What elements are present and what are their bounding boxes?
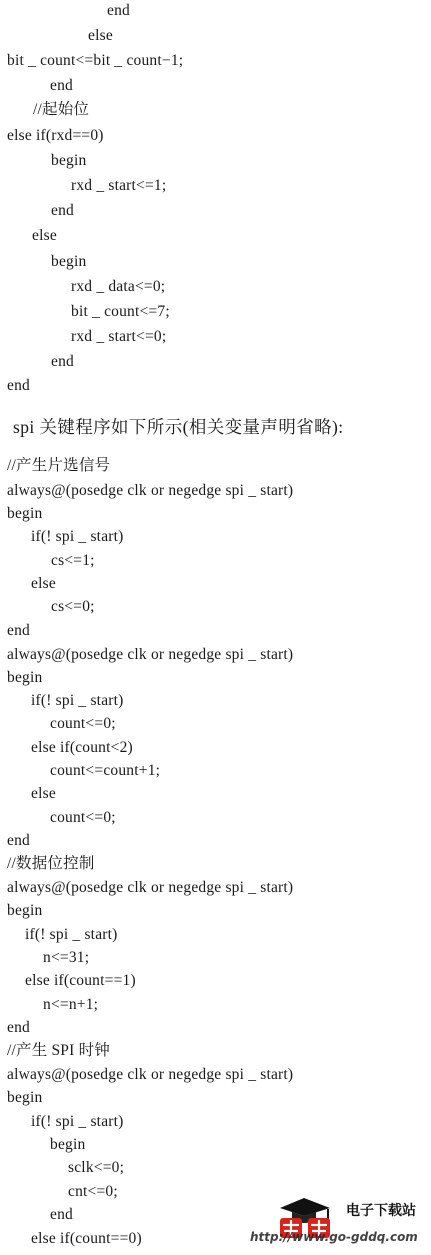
code-line: n<=n+1; — [43, 996, 99, 1013]
code-line: else — [88, 27, 113, 44]
code-line: else if(rxd==0) — [7, 127, 104, 144]
code-line: else if(count==0) — [31, 1230, 142, 1247]
code-line: bit _ count<=bit _ count−1; — [7, 52, 184, 69]
code-line: begin — [51, 152, 87, 169]
code-line: begin — [7, 669, 43, 686]
code-line: else if(count==1) — [25, 972, 136, 989]
code-line: begin — [7, 902, 43, 919]
code-line: always@(posedge clk or negedge spi _ start) — [7, 482, 294, 499]
code-comment: //产生片选信号 — [7, 457, 111, 474]
code-line: end — [7, 1019, 30, 1036]
code-line: sclk<=0; — [68, 1159, 125, 1176]
code-line: end — [50, 77, 73, 94]
code-line: end — [50, 1206, 73, 1223]
code-line: else if(count<2) — [31, 739, 133, 756]
code-line: count<=count+1; — [50, 762, 161, 779]
code-line: end — [51, 353, 74, 370]
code-line: else — [32, 227, 57, 244]
code-line: begin — [7, 1089, 43, 1106]
code-line: end — [7, 832, 30, 849]
code-line: end — [51, 202, 74, 219]
code-line: always@(posedge clk or negedge spi _ start) — [7, 1066, 294, 1083]
code-line: cs<=1; — [51, 552, 95, 569]
code-line: cnt<=0; — [68, 1183, 118, 1200]
code-line: always@(posedge clk or negedge spi _ start) — [7, 879, 294, 896]
code-line: rxd _ start<=1; — [71, 177, 167, 194]
code-line: n<=31; — [43, 949, 90, 966]
code-line: bit _ count<=7; — [71, 303, 170, 320]
code-line: always@(posedge clk or negedge spi _ start) — [7, 646, 294, 663]
code-line: rxd _ data<=0; — [71, 278, 166, 295]
code-line: begin — [51, 253, 87, 270]
section-heading: spi 关键程序如下所示(相关变量声明省略): — [13, 417, 344, 437]
code-line: begin — [50, 1136, 86, 1153]
code-comment: //起始位 — [33, 101, 90, 118]
code-line: rxd _ start<=0; — [71, 328, 167, 345]
code-line: if(! spi _ start) — [31, 528, 124, 545]
code-line: count<=0; — [50, 715, 116, 732]
watermark-title: 电子下载站 — [346, 1203, 416, 1219]
code-line: if(! spi _ start) — [25, 926, 118, 943]
code-line: cs<=0; — [51, 598, 95, 615]
code-line: end — [7, 377, 30, 394]
code-comment: //产生 SPI 时钟 — [7, 1042, 110, 1059]
code-line: if(! spi _ start) — [31, 1113, 124, 1130]
code-line: if(! spi _ start) — [31, 692, 124, 709]
code-comment: //数据位控制 — [7, 855, 95, 872]
code-line: begin — [7, 505, 43, 522]
code-line: end — [107, 2, 130, 19]
code-line: count<=0; — [50, 809, 116, 826]
site-watermark — [248, 1192, 431, 1255]
code-line: else — [31, 575, 56, 592]
code-line: else — [31, 785, 56, 802]
code-line: end — [7, 622, 30, 639]
watermark-url: http://www.go-gddq.com — [250, 1230, 418, 1244]
